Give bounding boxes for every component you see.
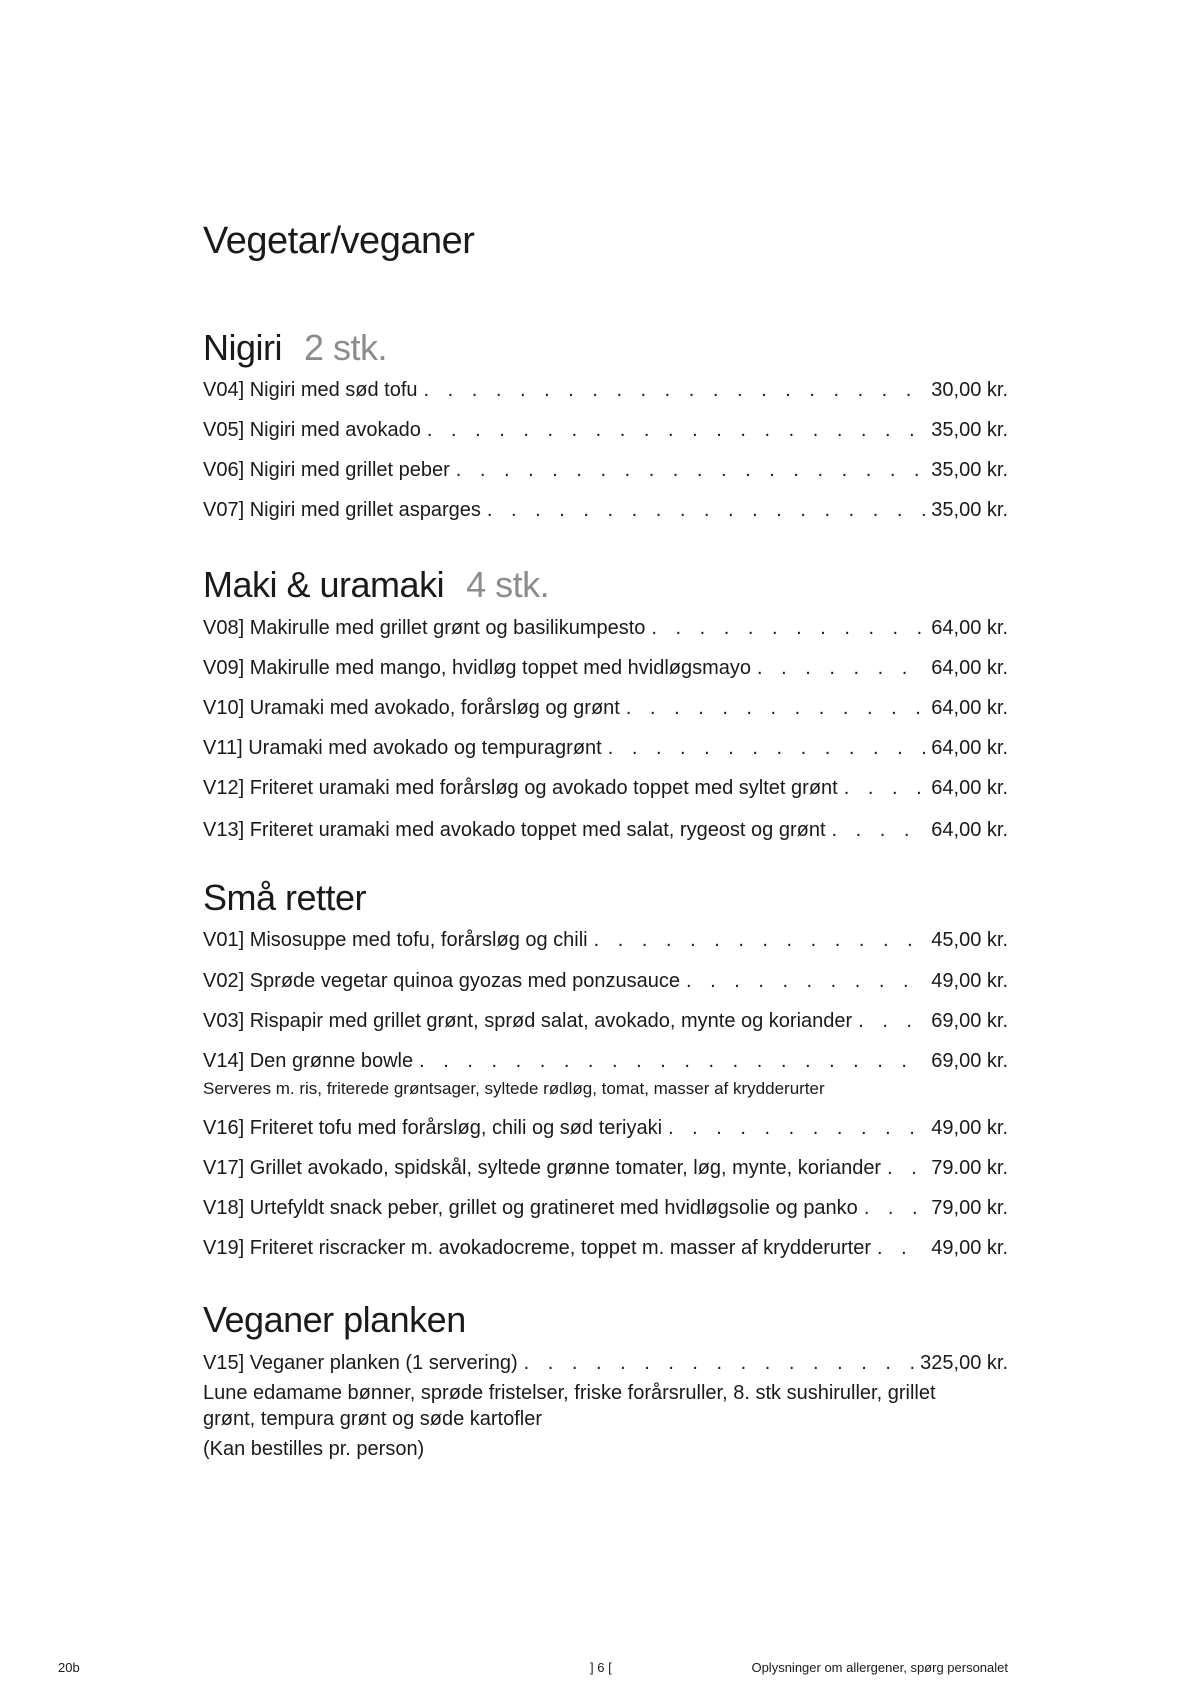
dot-leader — [524, 1349, 915, 1377]
item-price: 64,00 kr. — [931, 819, 1008, 841]
dot-leader — [424, 376, 926, 404]
dot-leader — [456, 456, 926, 484]
dot-leader — [877, 1234, 925, 1262]
item-name: V08] Makirulle med grillet grønt og basilikumpesto — [203, 617, 646, 639]
item-price: 79.00 kr. — [931, 1157, 1008, 1179]
dot-leader — [864, 1194, 925, 1222]
section-title: Nigiri — [203, 327, 283, 368]
menu-item — [203, 1154, 1008, 1182]
section-heading-nigiri — [203, 327, 388, 368]
item-description: Serveres m. ris, friterede grøntsager, syltede rødløg, tomat, masser af krydderurter — [203, 1079, 825, 1098]
dot-leader — [427, 416, 925, 444]
item-price: 79,00 kr. — [931, 1197, 1008, 1219]
item-name: V16] Friteret tofu med forårsløg, chili og sød teriyaki — [203, 1117, 663, 1139]
dot-leader — [858, 1007, 925, 1035]
menu-item — [203, 774, 1008, 802]
section-heading-maki — [203, 564, 550, 605]
dot-leader — [487, 496, 925, 524]
item-name: V19] Friteret riscracker m. avokadocreme, toppet m. masser af krydderurter — [203, 1237, 871, 1259]
dot-leader — [832, 816, 926, 844]
menu-item — [203, 694, 1008, 722]
menu-item — [203, 1349, 1008, 1377]
item-name: V11] Uramaki med avokado og tempuragrønt — [203, 737, 602, 759]
page-title: Vegetar/veganer — [203, 220, 475, 262]
dot-leader — [594, 926, 926, 954]
section-heading-veganer-planken: Veganer planken — [203, 1299, 466, 1340]
menu-item — [203, 1047, 1008, 1075]
item-name: V10] Uramaki med avokado, forårsløg og grønt — [203, 697, 620, 719]
item-name: V15] Veganer planken (1 servering) — [203, 1352, 518, 1374]
item-name: V02] Sprøde vegetar quinoa gyozas med ponzusauce — [203, 970, 680, 992]
item-price: 69,00 kr. — [931, 1010, 1008, 1032]
menu-item — [203, 1234, 1008, 1262]
item-note: (Kan bestilles pr. person) — [203, 1438, 425, 1460]
item-price: 35,00 kr. — [931, 459, 1008, 481]
item-name: V17] Grillet avokado, spidskål, syltede grønne tomater, løg, mynte, koriander — [203, 1157, 882, 1179]
menu-item — [203, 376, 1008, 404]
item-price: 64,00 kr. — [931, 697, 1008, 719]
section-quantity: 4 stk. — [466, 564, 550, 605]
item-price: 64,00 kr. — [931, 777, 1008, 799]
menu-item — [203, 1114, 1008, 1142]
dot-leader — [626, 694, 925, 722]
dot-leader — [419, 1047, 925, 1075]
item-price: 69,00 kr. — [931, 1050, 1008, 1072]
item-price: 64,00 kr. — [931, 657, 1008, 679]
item-name: V07] Nigiri med grillet asparges — [203, 499, 481, 521]
item-name: V14] Den grønne bowle — [203, 1050, 414, 1072]
section-title: Maki & uramaki — [203, 564, 445, 605]
menu-item — [203, 654, 1008, 682]
menu-item — [203, 416, 1008, 444]
item-name: V04] Nigiri med sød tofu — [203, 379, 418, 401]
item-name: V13] Friteret uramaki med avokado toppet med salat, rygeost og grønt — [203, 819, 826, 841]
dot-leader — [757, 654, 925, 682]
menu-item — [203, 967, 1008, 995]
item-name: V06] Nigiri med grillet peber — [203, 459, 450, 481]
item-name: V09] Makirulle med mango, hvidløg toppet med hvidløgsmayo — [203, 657, 752, 679]
dot-leader — [651, 614, 925, 642]
menu-item — [203, 1194, 1008, 1222]
dot-leader — [608, 734, 926, 762]
item-price: 64,00 kr. — [931, 737, 1008, 759]
menu-item — [203, 734, 1008, 762]
section-quantity: 2 stk. — [304, 327, 388, 368]
footer-code: 20b — [58, 1660, 80, 1675]
item-name: V12] Friteret uramaki med forårsløg og avokado toppet med syltet grønt — [203, 777, 838, 799]
item-name: V18] Urtefyldt snack peber, grillet og gratineret med hvidløgsolie og panko — [203, 1197, 858, 1219]
item-name: V01] Misosuppe med tofu, forårsløg og chili — [203, 929, 588, 951]
item-price: 45,00 kr. — [931, 929, 1008, 951]
item-price: 64,00 kr. — [931, 617, 1008, 639]
item-price: 30,00 kr. — [931, 379, 1008, 401]
allergen-notice: Oplysninger om allergener, spørg personalet — [751, 1660, 1008, 1675]
menu-item — [203, 926, 1008, 954]
item-description: Lune edamame bønner, sprøde fristelser, friske forårsruller, 8. stk sushiruller, grillet grønt, tempura grønt og søde kartofler — [203, 1382, 936, 1430]
page-number: ] 6 [ — [590, 1660, 612, 1675]
dot-leader — [668, 1114, 925, 1142]
dot-leader — [887, 1154, 925, 1182]
item-price: 49,00 kr. — [931, 970, 1008, 992]
dot-leader — [844, 774, 926, 802]
menu-item — [203, 1007, 1008, 1035]
menu-item — [203, 496, 1008, 524]
item-price: 35,00 kr. — [931, 419, 1008, 441]
section-heading-smaa-retter: Små retter — [203, 877, 367, 918]
item-name: V03] Rispapir med grillet grønt, sprød salat, avokado, mynte og koriander — [203, 1010, 853, 1032]
item-price: 325,00 kr. — [920, 1352, 1008, 1374]
item-price: 49,00 kr. — [931, 1117, 1008, 1139]
item-price: 49,00 kr. — [931, 1237, 1008, 1259]
menu-item — [203, 816, 1008, 844]
item-price: 35,00 kr. — [931, 499, 1008, 521]
menu-item — [203, 456, 1008, 484]
dot-leader — [686, 967, 925, 995]
menu-item — [203, 614, 1008, 642]
item-name: V05] Nigiri med avokado — [203, 419, 421, 441]
